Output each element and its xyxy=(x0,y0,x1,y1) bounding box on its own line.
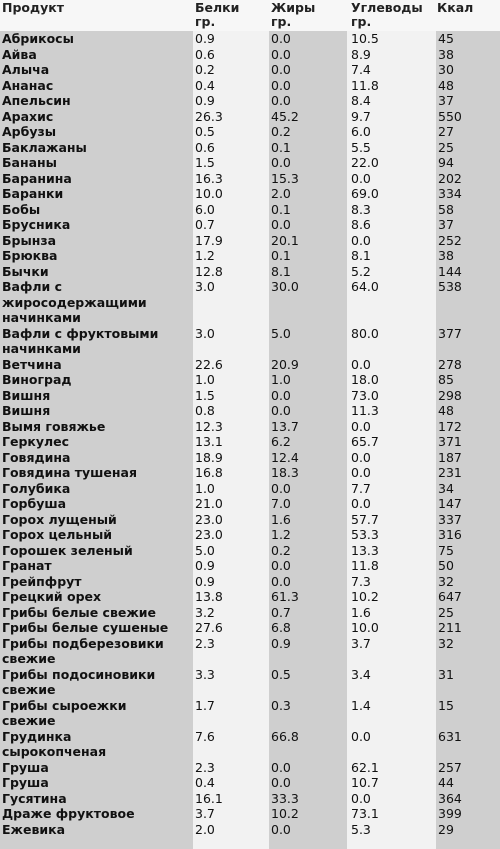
carbs-value: 5.3 xyxy=(351,821,371,837)
kcal-value: 364 xyxy=(438,790,462,806)
table-row xyxy=(0,574,500,590)
fat-value: 0.1 xyxy=(271,139,291,155)
carbs-value: 8.1 xyxy=(351,248,371,263)
table-row xyxy=(0,760,500,776)
kcal-value: 38 xyxy=(438,248,454,263)
carbs-value: 22.0 xyxy=(351,155,379,170)
header-product: Продукт xyxy=(2,1,64,15)
protein-value: 3.2 xyxy=(195,604,215,620)
fat-value: 10.2 xyxy=(271,806,299,821)
fat-value: 0.0 xyxy=(271,821,291,837)
protein-value: 18.9 xyxy=(195,449,223,465)
protein-value: 1.5 xyxy=(195,155,215,170)
protein-value: 27.6 xyxy=(195,620,223,635)
protein-value: 0.6 xyxy=(195,139,215,155)
protein-value: 23.0 xyxy=(195,527,223,542)
protein-value: 22.6 xyxy=(195,356,223,372)
product-name: Говядина тушеная xyxy=(2,465,138,480)
protein-value: 5.0 xyxy=(195,542,215,558)
kcal-value: 316 xyxy=(438,527,462,542)
carbs-value: 1.4 xyxy=(351,697,371,713)
product-name: Геркулес xyxy=(2,434,70,449)
protein-value: 0.9 xyxy=(195,573,215,589)
product-name: Виноград xyxy=(2,372,72,387)
carbs-value: 3.4 xyxy=(351,666,371,682)
fat-value: 0.0 xyxy=(271,93,291,108)
protein-value: 23.0 xyxy=(195,511,223,527)
fat-value: 0.3 xyxy=(271,697,291,713)
table-row xyxy=(0,791,500,807)
protein-value: 16.3 xyxy=(195,170,223,186)
fat-value: 8.1 xyxy=(271,263,291,279)
protein-value: 2.3 xyxy=(195,759,215,775)
fat-value: 1.0 xyxy=(271,372,291,387)
carbs-value: 10.2 xyxy=(351,589,379,604)
kcal-value: 45 xyxy=(438,31,454,46)
protein-value: 1.0 xyxy=(195,480,215,496)
product-name: Драже фруктовое xyxy=(2,806,135,821)
kcal-value: 48 xyxy=(438,403,454,418)
fat-value: 30.0 xyxy=(271,279,299,294)
table-body xyxy=(0,31,500,837)
kcal-value: 44 xyxy=(438,775,454,790)
fat-value: 0.0 xyxy=(271,573,291,589)
kcal-value: 147 xyxy=(438,496,462,511)
carbs-value: 8.9 xyxy=(351,46,371,62)
kcal-value: 538 xyxy=(438,279,462,294)
carbs-value: 0.0 xyxy=(351,418,371,434)
fat-value: 0.2 xyxy=(271,124,291,139)
table-row xyxy=(0,78,500,94)
fat-value: 0.5 xyxy=(271,666,291,682)
kcal-value: 27 xyxy=(438,124,454,139)
protein-value: 3.0 xyxy=(195,325,215,341)
protein-value: 12.3 xyxy=(195,418,223,434)
table-row xyxy=(0,512,500,528)
product-name: Голубика xyxy=(2,480,71,496)
product-name: Алыча xyxy=(2,62,50,77)
fat-value: 0.0 xyxy=(271,217,291,232)
protein-value: 1.2 xyxy=(195,248,215,263)
carbs-value: 13.3 xyxy=(351,542,379,558)
protein-value: 0.9 xyxy=(195,31,215,46)
fat-value: 0.0 xyxy=(271,387,291,403)
product-name: Вымя говяжье xyxy=(2,418,106,434)
protein-value: 16.1 xyxy=(195,790,223,806)
product-name: Грибы сыроежки свежие xyxy=(2,697,127,728)
carbs-value: 57.7 xyxy=(351,511,379,527)
kcal-value: 257 xyxy=(438,759,462,775)
fat-value: 45.2 xyxy=(271,108,299,124)
table-row xyxy=(0,171,500,187)
protein-value: 3.0 xyxy=(195,279,215,294)
header-fat: Жиры гр. xyxy=(271,1,316,29)
kcal-value: 371 xyxy=(438,434,462,449)
table-row xyxy=(0,62,500,78)
protein-value: 6.0 xyxy=(195,201,215,217)
product-name: Брусника xyxy=(2,217,71,232)
table-row xyxy=(0,667,500,698)
kcal-value: 29 xyxy=(438,821,454,837)
fat-value: 0.0 xyxy=(271,155,291,170)
table-row xyxy=(0,140,500,156)
kcal-value: 172 xyxy=(438,418,462,434)
table-row xyxy=(0,496,500,512)
protein-value: 0.5 xyxy=(195,124,215,139)
product-name: Грибы подосиновики свежие xyxy=(2,666,156,697)
protein-value: 13.8 xyxy=(195,589,223,604)
carbs-value: 11.8 xyxy=(351,77,379,93)
table-row xyxy=(0,620,500,636)
protein-value: 12.8 xyxy=(195,263,223,279)
product-name: Горошек зеленый xyxy=(2,542,133,558)
carbs-value: 64.0 xyxy=(351,279,379,294)
table-row xyxy=(0,47,500,63)
fat-value: 0.1 xyxy=(271,248,291,263)
carbs-value: 10.0 xyxy=(351,620,379,635)
product-name: Бананы xyxy=(2,155,57,170)
carbs-value: 0.0 xyxy=(351,496,371,511)
table-row xyxy=(0,636,500,667)
protein-value: 10.0 xyxy=(195,186,223,201)
fat-value: 66.8 xyxy=(271,728,299,744)
protein-value: 1.0 xyxy=(195,372,215,387)
table-row xyxy=(0,403,500,419)
kcal-value: 50 xyxy=(438,558,454,573)
carbs-value: 9.7 xyxy=(351,108,371,124)
kcal-value: 37 xyxy=(438,217,454,232)
table-row xyxy=(0,388,500,404)
table-row xyxy=(0,465,500,481)
product-name: Гусятина xyxy=(2,790,67,806)
carbs-value: 8.3 xyxy=(351,201,371,217)
product-name: Груша xyxy=(2,759,49,775)
fat-value: 6.8 xyxy=(271,620,291,635)
carbs-value: 3.7 xyxy=(351,635,371,651)
protein-value: 0.9 xyxy=(195,558,215,573)
carbs-value: 5.2 xyxy=(351,263,371,279)
kcal-value: 30 xyxy=(438,62,454,77)
table-row xyxy=(0,93,500,109)
kcal-value: 278 xyxy=(438,356,462,372)
table-row xyxy=(0,372,500,388)
table-row xyxy=(0,109,500,125)
kcal-value: 337 xyxy=(438,511,462,527)
carbs-value: 0.0 xyxy=(351,170,371,186)
protein-value: 1.7 xyxy=(195,697,215,713)
carbs-value: 7.7 xyxy=(351,480,371,496)
fat-value: 0.7 xyxy=(271,604,291,620)
product-name: Грейпфрут xyxy=(2,573,82,589)
kcal-value: 15 xyxy=(438,697,454,713)
carbs-value: 65.7 xyxy=(351,434,379,449)
table-row xyxy=(0,264,500,280)
kcal-value: 231 xyxy=(438,465,462,480)
kcal-value: 334 xyxy=(438,186,462,201)
protein-value: 0.9 xyxy=(195,93,215,108)
fat-value: 0.0 xyxy=(271,77,291,93)
protein-value: 17.9 xyxy=(195,232,223,248)
protein-value: 3.3 xyxy=(195,666,215,682)
kcal-value: 144 xyxy=(438,263,462,279)
kcal-value: 58 xyxy=(438,201,454,217)
fat-value: 12.4 xyxy=(271,449,299,465)
table-row xyxy=(0,248,500,264)
table-row xyxy=(0,279,500,326)
header-protein: Белки гр. xyxy=(195,1,240,29)
carbs-value: 0.0 xyxy=(351,449,371,465)
carbs-value: 0.0 xyxy=(351,728,371,744)
product-name: Бобы xyxy=(2,201,41,217)
product-name: Апельсин xyxy=(2,93,71,108)
carbs-value: 8.4 xyxy=(351,93,371,108)
kcal-value: 48 xyxy=(438,77,454,93)
protein-value: 7.6 xyxy=(195,728,215,744)
table-row xyxy=(0,450,500,466)
protein-value: 1.5 xyxy=(195,387,215,403)
fat-value: 1.2 xyxy=(271,527,291,542)
carbs-value: 10.5 xyxy=(351,31,379,46)
fat-value: 0.0 xyxy=(271,62,291,77)
carbs-value: 1.6 xyxy=(351,604,371,620)
table-row xyxy=(0,806,500,822)
carbs-value: 7.4 xyxy=(351,62,371,77)
carbs-value: 80.0 xyxy=(351,325,379,341)
fat-value: 13.7 xyxy=(271,418,299,434)
table-row xyxy=(0,186,500,202)
fat-value: 0.2 xyxy=(271,542,291,558)
fat-value: 18.3 xyxy=(271,465,299,480)
table-row xyxy=(0,419,500,435)
fat-value: 0.0 xyxy=(271,403,291,418)
product-name: Ежевика xyxy=(2,821,66,837)
fat-value: 5.0 xyxy=(271,325,291,341)
product-name: Грибы подберезовики свежие xyxy=(2,635,164,666)
kcal-value: 25 xyxy=(438,604,454,620)
product-name: Груша xyxy=(2,775,49,790)
protein-value: 0.8 xyxy=(195,403,215,418)
protein-value: 13.1 xyxy=(195,434,223,449)
product-name: Говядина xyxy=(2,449,71,465)
product-name: Горбуша xyxy=(2,496,67,511)
product-name: Вафли с фруктовыми начинками xyxy=(2,325,159,356)
table-row xyxy=(0,543,500,559)
carbs-value: 53.3 xyxy=(351,527,379,542)
product-name: Баранина xyxy=(2,170,72,186)
kcal-value: 38 xyxy=(438,46,454,62)
product-name: Арахис xyxy=(2,108,54,124)
carbs-value: 69.0 xyxy=(351,186,379,201)
protein-value: 2.3 xyxy=(195,635,215,651)
kcal-value: 32 xyxy=(438,635,454,651)
fat-value: 0.0 xyxy=(271,480,291,496)
table-row xyxy=(0,155,500,171)
carbs-value: 73.0 xyxy=(351,387,379,403)
fat-value: 7.0 xyxy=(271,496,291,511)
product-name: Айва xyxy=(2,46,37,62)
product-name: Арбузы xyxy=(2,124,57,139)
carbs-value: 5.5 xyxy=(351,139,371,155)
carbs-value: 10.7 xyxy=(351,775,379,790)
product-name: Грецкий орех xyxy=(2,589,102,604)
fat-value: 20.9 xyxy=(271,356,299,372)
fat-value: 0.1 xyxy=(271,201,291,217)
table-row xyxy=(0,589,500,605)
protein-value: 26.3 xyxy=(195,108,223,124)
header-kcal: Ккал xyxy=(437,1,474,15)
kcal-value: 25 xyxy=(438,139,454,155)
protein-value: 0.4 xyxy=(195,77,215,93)
kcal-value: 399 xyxy=(438,806,462,821)
fat-value: 6.2 xyxy=(271,434,291,449)
kcal-value: 94 xyxy=(438,155,454,170)
kcal-value: 647 xyxy=(438,589,462,604)
carbs-value: 18.0 xyxy=(351,372,379,387)
product-name: Брюква xyxy=(2,248,58,263)
product-name: Абрикосы xyxy=(2,31,74,46)
kcal-value: 211 xyxy=(438,620,462,635)
carbs-value: 6.0 xyxy=(351,124,371,139)
carbs-value: 7.3 xyxy=(351,573,371,589)
product-name: Ананас xyxy=(2,77,54,93)
kcal-value: 37 xyxy=(438,93,454,108)
kcal-value: 377 xyxy=(438,325,462,341)
carbs-value: 73.1 xyxy=(351,806,379,821)
fat-value: 0.0 xyxy=(271,558,291,573)
table-header xyxy=(0,0,500,31)
fat-value: 15.3 xyxy=(271,170,299,186)
table-row xyxy=(0,775,500,791)
fat-value: 0.0 xyxy=(271,31,291,46)
fat-value: 0.0 xyxy=(271,775,291,790)
fat-value: 33.3 xyxy=(271,790,299,806)
carbs-value: 8.6 xyxy=(351,217,371,232)
kcal-value: 32 xyxy=(438,573,454,589)
table-row xyxy=(0,233,500,249)
table-row xyxy=(0,202,500,218)
table-row xyxy=(0,481,500,497)
product-name: Вишня xyxy=(2,387,51,403)
table-row xyxy=(0,698,500,729)
protein-value: 0.6 xyxy=(195,46,215,62)
kcal-value: 75 xyxy=(438,542,454,558)
protein-value: 16.8 xyxy=(195,465,223,480)
kcal-value: 252 xyxy=(438,232,462,248)
table-row xyxy=(0,217,500,233)
product-name: Брынза xyxy=(2,232,57,248)
table-row xyxy=(0,326,500,357)
fat-value: 1.6 xyxy=(271,511,291,527)
fat-value: 20.1 xyxy=(271,232,299,248)
protein-value: 0.4 xyxy=(195,775,215,790)
carbs-value: 0.0 xyxy=(351,232,371,248)
kcal-value: 85 xyxy=(438,372,454,387)
product-name: Горох цельный xyxy=(2,527,113,542)
carbs-value: 0.0 xyxy=(351,465,371,480)
carbs-value: 11.8 xyxy=(351,558,379,573)
carbs-value: 11.3 xyxy=(351,403,379,418)
table-row xyxy=(0,124,500,140)
table-row xyxy=(0,822,500,838)
fat-value: 2.0 xyxy=(271,186,291,201)
protein-value: 0.2 xyxy=(195,62,215,77)
table-row xyxy=(0,31,500,47)
table-row xyxy=(0,558,500,574)
product-name: Вафли с жиросодержащими начинками xyxy=(2,279,147,325)
kcal-value: 31 xyxy=(438,666,454,682)
product-name: Гранат xyxy=(2,558,52,573)
carbs-value: 0.0 xyxy=(351,790,371,806)
table-row xyxy=(0,605,500,621)
kcal-value: 187 xyxy=(438,449,462,465)
kcal-value: 202 xyxy=(438,170,462,186)
protein-value: 3.7 xyxy=(195,806,215,821)
fat-value: 0.9 xyxy=(271,635,291,651)
protein-value: 21.0 xyxy=(195,496,223,511)
kcal-value: 550 xyxy=(438,108,462,124)
protein-value: 0.7 xyxy=(195,217,215,232)
table-row xyxy=(0,357,500,373)
kcal-value: 34 xyxy=(438,480,454,496)
header-carbs: Углеводы гр. xyxy=(351,1,423,29)
carbs-value: 0.0 xyxy=(351,356,371,372)
kcal-value: 631 xyxy=(438,728,462,744)
fat-value: 0.0 xyxy=(271,759,291,775)
kcal-value: 298 xyxy=(438,387,462,403)
product-name: Бычки xyxy=(2,263,49,279)
product-name: Вишня xyxy=(2,403,51,418)
fat-value: 0.0 xyxy=(271,46,291,62)
product-name: Горох лущеный xyxy=(2,511,117,527)
product-name: Баклажаны xyxy=(2,139,87,155)
carbs-value: 62.1 xyxy=(351,759,379,775)
fat-value: 61.3 xyxy=(271,589,299,604)
product-name: Баранки xyxy=(2,186,64,201)
table-row xyxy=(0,527,500,543)
table-row xyxy=(0,434,500,450)
protein-value: 2.0 xyxy=(195,821,215,837)
product-name: Грибы белые сушеные xyxy=(2,620,169,635)
product-name: Грудинка сырокопченая xyxy=(2,728,107,759)
table-row xyxy=(0,729,500,760)
product-name: Ветчина xyxy=(2,356,62,372)
product-name: Грибы белые свежие xyxy=(2,604,157,620)
